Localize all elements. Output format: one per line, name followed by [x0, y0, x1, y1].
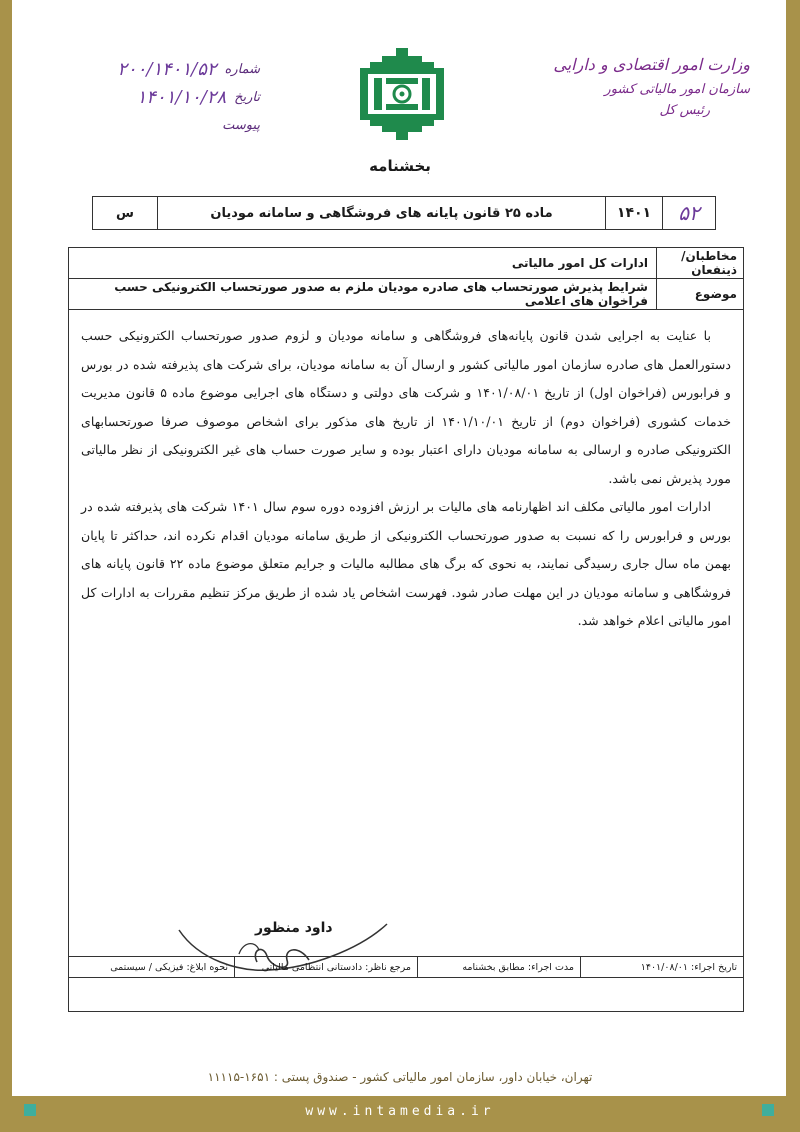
tax-organization-logo: [360, 48, 444, 140]
document-type: بخشنامه: [369, 157, 431, 175]
circular-footer: [69, 956, 743, 978]
date-value: ۱۴۰۱/۱۰/۲۸: [136, 86, 227, 108]
circular-symbol: س: [116, 205, 134, 221]
website-link[interactable]: www.intamedia.ir: [305, 1104, 495, 1119]
body-paragraph-1: با عنایت به اجرایی شدن قانون پایانه‌های فروشگاهی و سامانه مودیان و لزوم صدور صورتحساب الکترونیکی حسب دستورالعمل های صادره سازمان امور مالیاتی کشور و ارسال آن به سامانه مودیان، برای شرکت های پذیرفته شده در بورس و فرابورس (فراخوان اول) از تاریخ ۱۴۰۱/۰۸/۰۱ و شرکت های دولتی و دستگاه های اجرایی موضوع ماده ۵ قانون مدیریت خدمات کشوری (فراخوان دوم) از تاریخ ۱۴۰۱/۱۰/۰۱ از تاریخ های مذکور برای اشخاص موصوف صرفا صورتحسابهای الکترونیکی صادره و ارسالی به سامانه مودیان دارای اعتبار بوده و سایر صورت حساب های غیر الکترونیکی از نظر مالیاتی مورد پذیرش نمی باشد.: [81, 328, 731, 486]
ministry-header: [550, 55, 750, 118]
supervisory-authority: مرجع ناظر: دادستانی انتظامی مالیاتی: [234, 957, 417, 977]
number-row: [60, 55, 260, 83]
circular-title: ماده ۲۵ قانون پایانه های فروشگاهی و سامانه مودیان: [157, 197, 605, 229]
signer-name: داود منظور: [255, 920, 333, 936]
notification-method: نحوه ابلاغ: فیزیکی / سیستمی: [110, 961, 228, 973]
subject-row: [69, 279, 743, 310]
number-label: شماره: [224, 61, 260, 77]
ministry-name: وزارت امور اقتصادی و دارایی: [553, 55, 750, 74]
circular-body-box: [68, 247, 744, 1012]
postal-address: تهران، خیابان داور، سازمان امور مالیاتی کشور - صندوق پستی : ۱۶۵۱-۱۱۱۱۵: [207, 1070, 593, 1084]
addressees-value: ادارات کل امور مالیاتی: [511, 256, 648, 270]
subject-header-box: [92, 196, 716, 230]
addressees-row: [69, 248, 743, 279]
number-value: ۲۰۰/۱۴۰۱/۵۲: [117, 58, 217, 80]
subject-value: شرایط پذیرش صورتحساب های صادره مودیان ملزم به صدور صورتحساب الکترونیکی حسب فراخوان های اعلامی: [114, 280, 648, 308]
date-row: [60, 83, 260, 111]
circular-year: ۱۴۰۱: [605, 197, 662, 229]
exec-date: تاریخ اجراء: ۱۴۰۱/۰۸/۰۱: [580, 957, 743, 977]
date-label: تاریخ: [234, 89, 260, 105]
head-title: رئیس کل: [659, 103, 710, 118]
exec-period: مدت اجراء: مطابق بخشنامه: [417, 957, 580, 977]
organization-name: سازمان امور مالیاتی کشور: [604, 82, 750, 97]
circular-number: ۵۲: [662, 197, 715, 229]
attachment-row: [60, 111, 260, 139]
subject-label: موضوع: [656, 279, 743, 309]
body-text: [69, 310, 743, 636]
addressees-label: مخاطبان/ذینفعان: [656, 248, 743, 278]
body-paragraph-2: ادارات امور مالیاتی مکلف اند اظهارنامه های مالیات بر ارزش افزوده دوره سوم سال ۱۴۰۱ شرکت های پذیرفته شده در بورس و فرابورس را که نسبت به صدور صورتحساب الکترونیکی از طریق سامانه مودیان اقدام نکرده اند، حداکثر تا پایان بهمن ماه سال جاری رسیدگی نمایند، به نحوی که برگ های مطالبه مالیات و جرایم متعلق موضوع ماده ۲۲ قانون پایانه های فروشگاهی و سامانه مودیان در این مهلت صادر شود. فهرست اشخاص یاد شده از طریق مرکز تنظیم مقررات به ادارات کل امور مالیاتی اعلام خواهد شد.: [81, 499, 732, 628]
attachment-label: پیوست: [222, 117, 260, 133]
letter-meta: [60, 55, 260, 139]
